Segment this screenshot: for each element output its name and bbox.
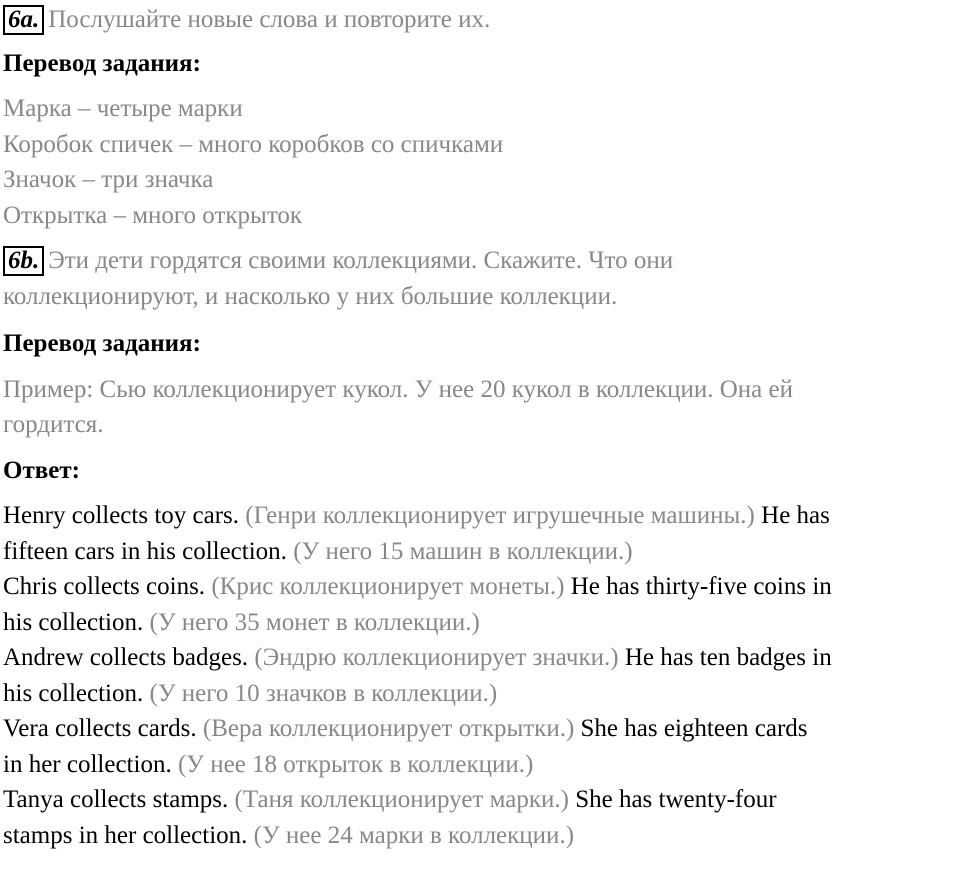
answer-russian: (У нее 24 марки в коллекции.) — [253, 821, 575, 849]
answer-english-continued: He has — [761, 502, 830, 529]
answer-item — [3, 711, 959, 782]
vocabulary-item: Коробок спичек – много коробков со спичками — [3, 130, 504, 158]
answer-item — [3, 569, 959, 640]
answer-item — [3, 498, 959, 569]
answer-english: Tanya collects stamps. — [3, 786, 229, 813]
answer-russian: (У него 10 значков в коллекции.) — [149, 679, 498, 707]
answer-english: Vera collects cards. — [3, 715, 197, 742]
answer-english-continued: She has twenty-four — [575, 786, 777, 813]
answer-line-1 — [3, 569, 959, 605]
answer-english: in her collection. — [3, 750, 172, 778]
task-6b-instruction-line-2: коллекционируют, и насколько у них большие коллекции. — [3, 282, 618, 310]
answer-line-2 — [3, 747, 959, 783]
answer-item — [3, 782, 959, 853]
answer-line-1 — [3, 640, 959, 676]
answer-russian: (У него 15 машин в коллекции.) — [293, 537, 633, 565]
vocabulary-list — [3, 91, 959, 233]
answer-english-continued: She has eighteen cards — [580, 715, 808, 742]
task-6a-label: 6a. — [3, 5, 44, 35]
task-6a — [3, 2, 959, 38]
task-6a-instruction: Послушайте новые слова и повторите их. — [48, 6, 491, 33]
answer-heading: Ответ: — [3, 456, 80, 484]
answer-english: stamps in her collection. — [3, 821, 248, 849]
answer-english: Henry collects toy cars. — [3, 502, 240, 529]
answer-russian: (Эндрю коллекционирует значки.) — [254, 644, 619, 671]
answer-line-1 — [3, 782, 959, 818]
vocabulary-item: Значок – три значка — [3, 166, 214, 193]
answer-russian: (У него 35 монет в коллекции.) — [149, 608, 480, 636]
answer-english: Chris collects coins. — [3, 573, 206, 600]
task-6b-instruction-line-1: Эти дети гордятся своими коллекциями. Скажите. Что они — [48, 247, 674, 274]
answer-line-1 — [3, 711, 959, 747]
answer-line-2 — [3, 818, 959, 854]
task-6b-line-1 — [3, 243, 959, 279]
answer-line-2 — [3, 605, 959, 641]
answer-line-2 — [3, 676, 959, 712]
example-block — [3, 372, 959, 443]
answer-russian: (Генри коллекционирует игрушечные машины.) — [245, 502, 755, 529]
vocabulary-item: Открытка – много открыток — [3, 201, 303, 229]
answer-english: his collection. — [3, 608, 144, 636]
answer-english: Andrew collects badges. — [3, 644, 249, 671]
answer-line-2 — [3, 534, 959, 570]
answer-english: fifteen cars in his collection. — [3, 537, 287, 565]
answers-list — [3, 498, 959, 853]
answer-russian: (У нее 18 открыток в коллекции.) — [177, 750, 534, 778]
task-6b — [3, 243, 959, 314]
task-6b-label: 6b. — [3, 246, 44, 276]
vocabulary-item: Марка – четыре марки — [3, 95, 243, 122]
answer-english-continued: He has thirty-five coins in — [570, 573, 832, 600]
answer-russian: (Вера коллекционирует открытки.) — [202, 715, 575, 742]
translation-heading-2: Перевод задания: — [3, 330, 201, 357]
answer-english-continued: He has ten badges in — [624, 644, 832, 671]
answer-russian: (Крис коллекционирует монеты.) — [211, 573, 565, 600]
answer-russian: (Таня коллекционирует марки.) — [234, 786, 569, 813]
answer-english: his collection. — [3, 679, 144, 707]
example-line-1: Пример: Сью коллекционирует кукол. У нее 20 кукол в коллекции. Она ей — [3, 375, 794, 403]
example-line-2: гордится. — [3, 411, 104, 438]
answer-item — [3, 640, 959, 711]
translation-heading-1: Перевод задания: — [3, 49, 201, 77]
document-page — [3, 0, 959, 853]
answer-line-1 — [3, 498, 959, 534]
